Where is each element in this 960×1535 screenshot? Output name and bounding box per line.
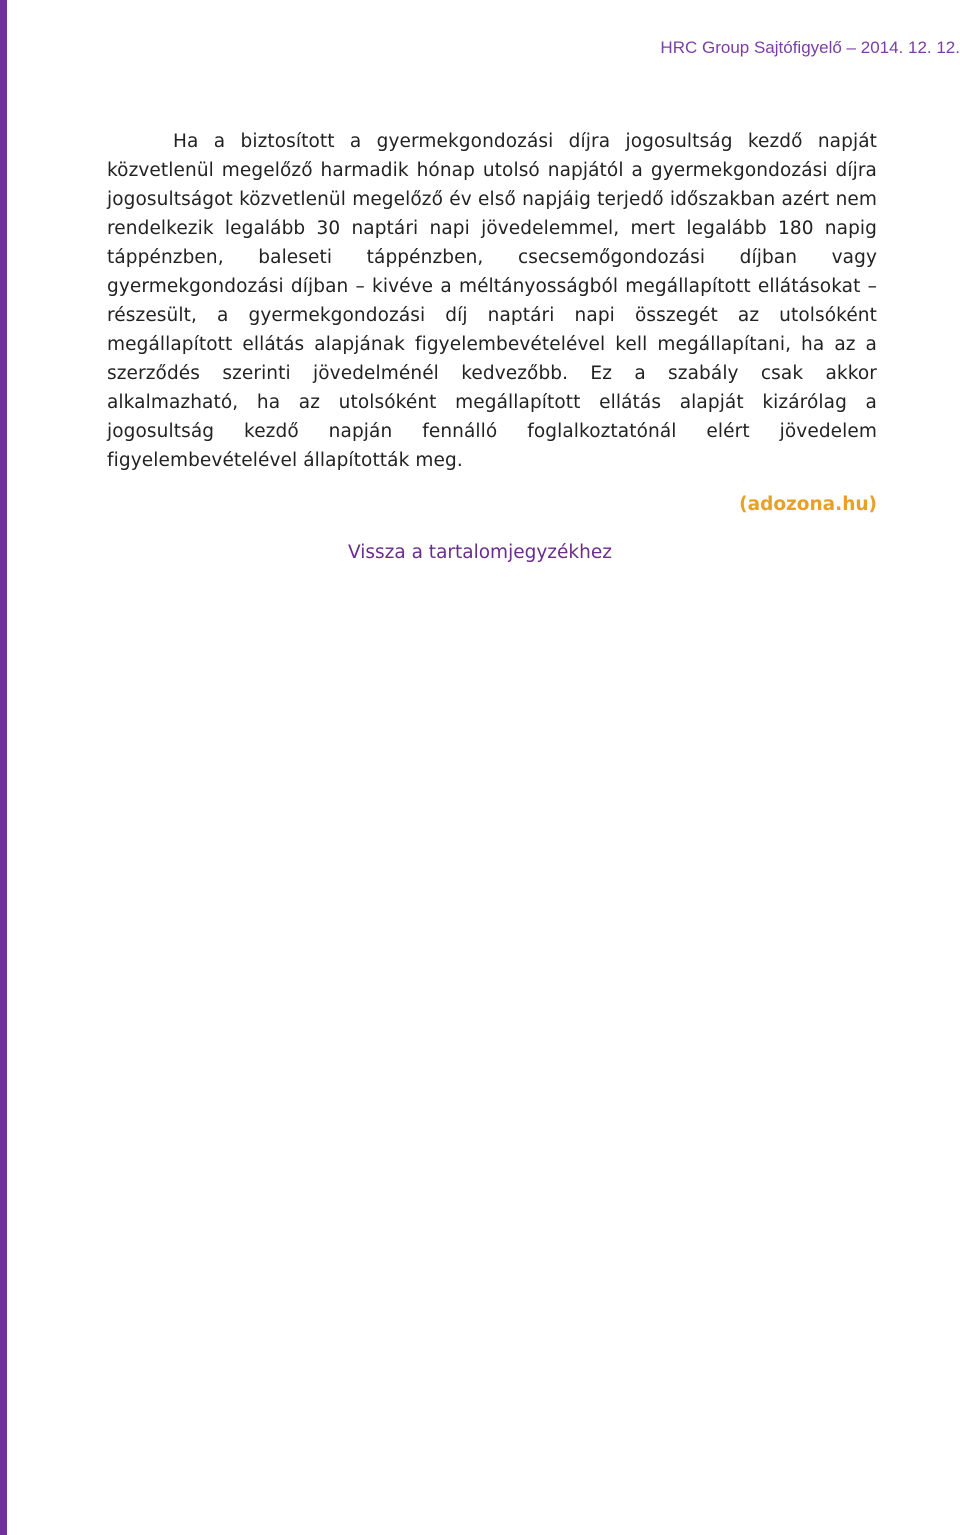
back-to-toc-link[interactable]: Vissza a tartalomjegyzékhez xyxy=(348,542,612,563)
article-source: (adozona.hu) xyxy=(739,494,877,515)
header-title: HRC Group Sajtófigyelő – 2014. 12. 12. xyxy=(660,38,960,57)
left-accent-bar xyxy=(0,0,7,1535)
article-body xyxy=(107,127,877,475)
article-paragraph: Ha a biztosított a gyermekgondozási díjra jogosultság kezdő napját közvetlenül megelőző harmadik hónap utolsó napjától a gyermekgondozási díjra jogosultságot közvetlenül megelőző év első napjáig terjedő időszakban azért nem rendelkezik legalább 30 naptári napi jövedelemmel, mert legalább 180 napig táppénzben, baleseti táppénzben, csecsemőgondozási díjban vagy gyermekgondozási díjban – kivéve a méltányosságból megállapított ellátásokat – részesült, a gyermekgondozási díj naptári napi összegét az utolsóként megállapított ellátás alapjának figyelembevételével kell megállapítani, ha az a szerződés szerinti jövedelménél kedvezőbb. Ez a szabály csak akkor alkalmazható, ha az utolsóként megállapított ellátás alapját kizárólag a jogosultság kezdő napján fennálló foglalkoztatónál elért jövedelem figyelembevételével állapították meg. xyxy=(107,131,877,471)
